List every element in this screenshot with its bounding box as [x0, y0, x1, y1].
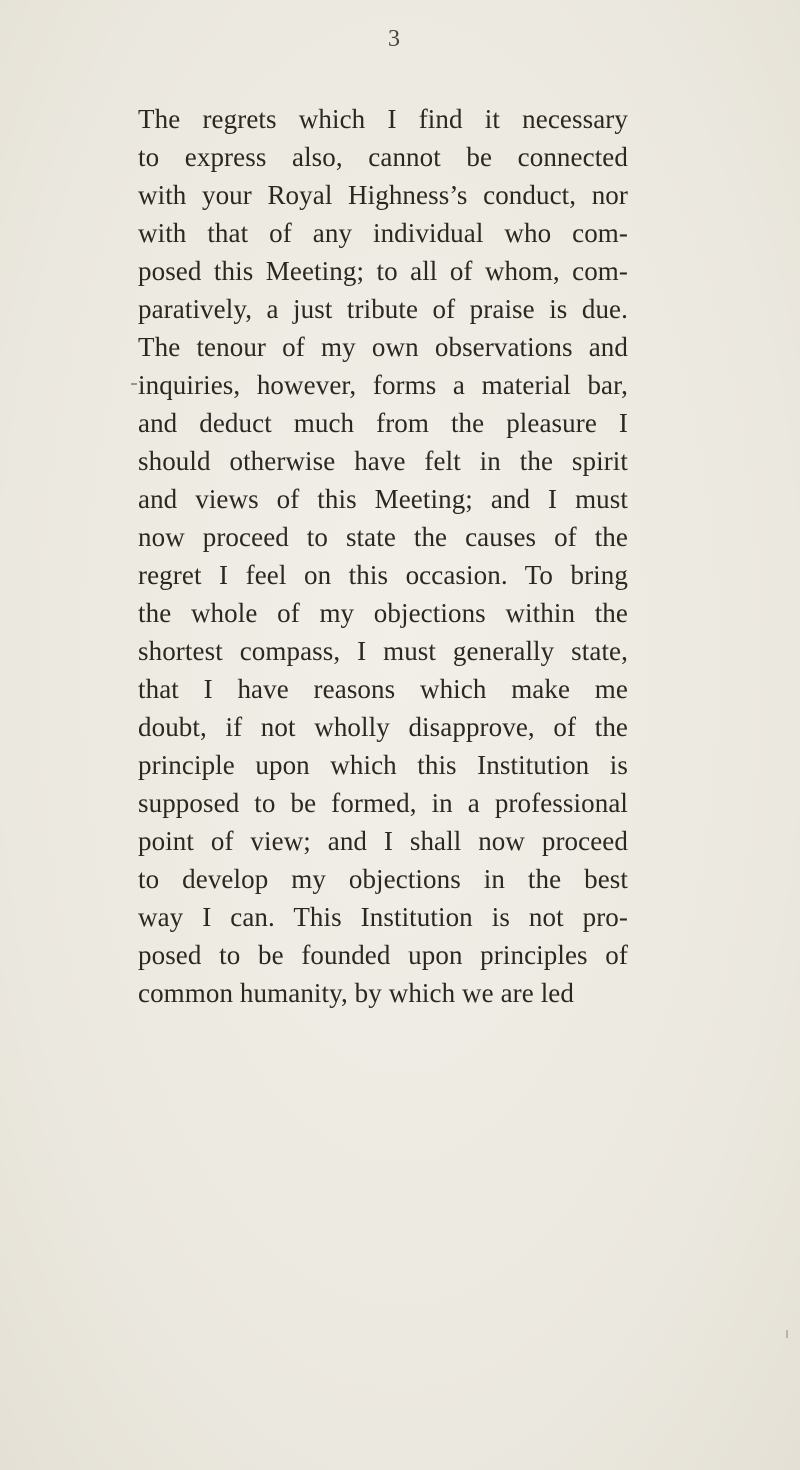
- text-line: and views of this Meeting; and I must: [138, 484, 628, 514]
- text-line: The regrets which I find it necessary: [138, 104, 628, 134]
- text-line: and deduct much from the pleasure I: [138, 408, 628, 438]
- text-line: to develop my objections in the best: [138, 864, 628, 894]
- text-line: doubt, if not wholly disapprove, of the: [138, 712, 628, 742]
- text-line: posed to be founded upon principles of: [138, 940, 628, 970]
- text-line: shortest compass, I must generally state,: [138, 636, 628, 666]
- edge-mark: [786, 1330, 788, 1338]
- body-text: [138, 100, 628, 1012]
- text-line: that I have reasons which make me: [138, 674, 628, 704]
- text-line: now proceed to state the causes of the: [138, 522, 628, 552]
- page-number: 3: [388, 26, 400, 52]
- text-line: paratively, a just tribute of praise is due.: [138, 294, 628, 324]
- text-line: posed this Meeting; to all of whom, com-: [138, 256, 628, 286]
- text-line: regret I feel on this occasion. To bring: [138, 560, 628, 590]
- text-line: supposed to be formed, in a professional: [138, 788, 628, 818]
- text-line: with your Royal Highness’s conduct, nor: [138, 180, 628, 210]
- text-line: principle upon which this Institution is: [138, 750, 628, 780]
- text-line: the whole of my objections within the: [138, 598, 628, 628]
- text-line: The tenour of my own observations and: [138, 332, 628, 362]
- text-line: inquiries, however, forms a material bar,: [138, 370, 628, 400]
- text-line: to express also, cannot be connected: [138, 142, 628, 172]
- text-line: with that of any individual who com-: [138, 218, 628, 248]
- text-line: should otherwise have felt in the spirit: [138, 446, 628, 476]
- margin-mark: [131, 383, 137, 385]
- text-line: way I can. This Institution is not pro-: [138, 902, 628, 932]
- text-line: common humanity, by which we are led: [138, 978, 574, 1008]
- text-line: point of view; and I shall now proceed: [138, 826, 628, 856]
